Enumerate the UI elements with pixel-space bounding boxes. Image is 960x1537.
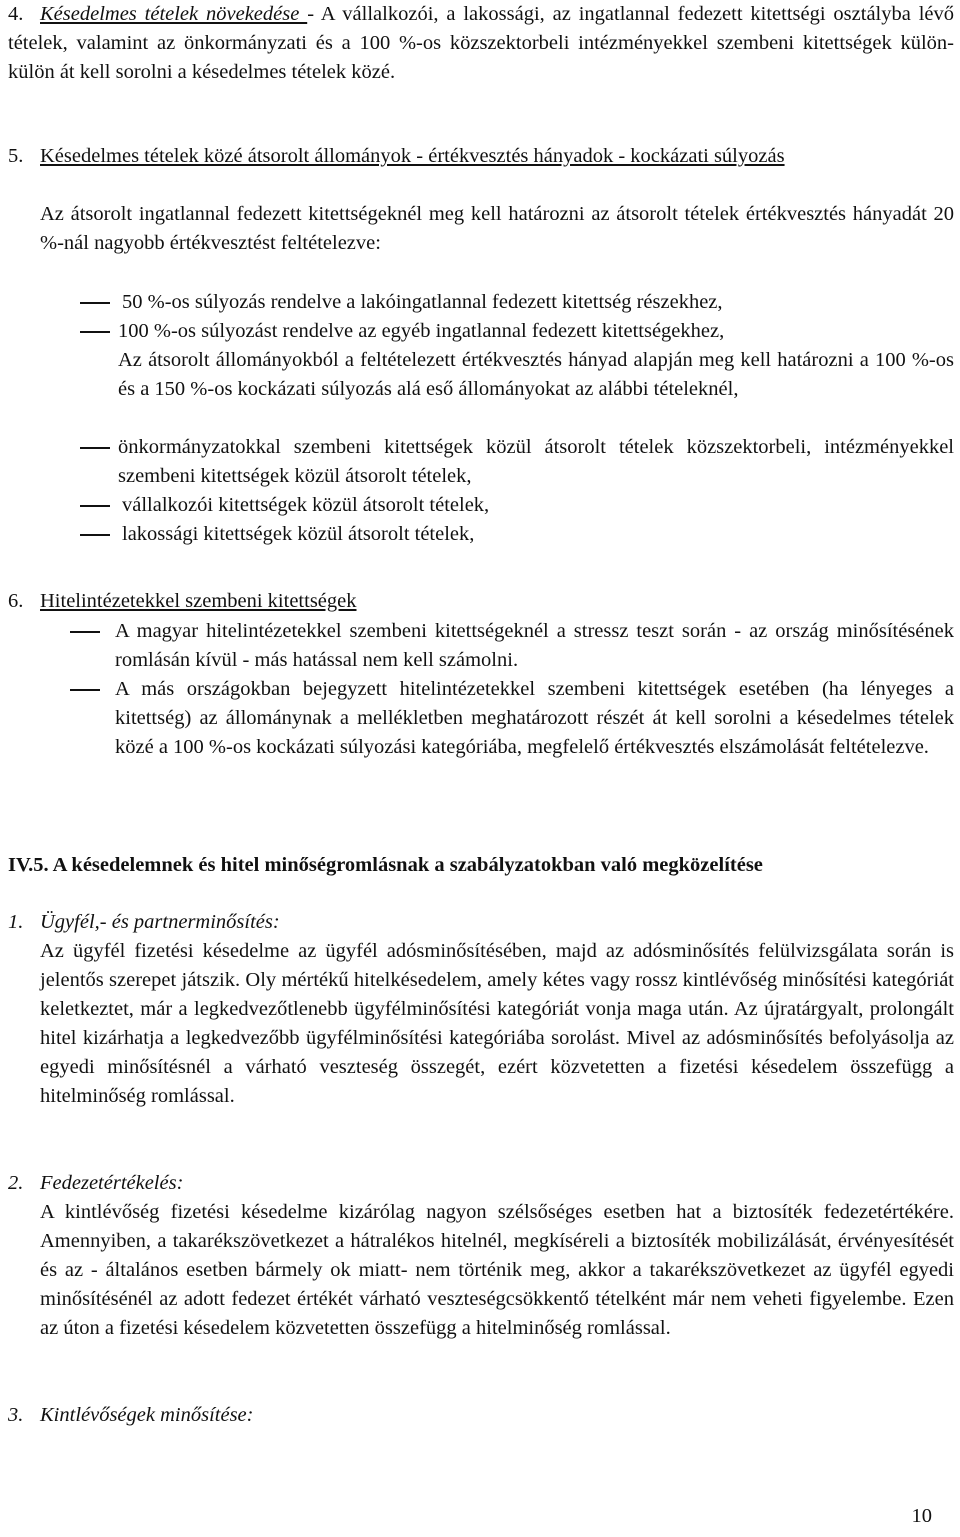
subsection-2-number: 2. bbox=[8, 1172, 24, 1194]
subsection-1-heading bbox=[8, 908, 954, 937]
item-6-bullet-2: A más országokban bejegyzett hitelintézetekkel szembeni kitettségek esetében (ha lényeges a kitettség) az állománynak a mellékletben meghatározott részét át kell sorolni a késedelmes tételek közé a 100 %-os kockázati súlyozási kategóriába, megfelelő értékvesztés elszámolását feltételezve. bbox=[115, 678, 954, 758]
item-6-title: Hitelintézetekkel szembeni kitettségek bbox=[40, 590, 357, 612]
item-5-number: 5. bbox=[8, 145, 24, 167]
item-5-paragraph-2: Az átsorolt állományokból a feltételezett értékvesztés hányad alapján meg kell határozni a 100 %-os és a 150 %-os kockázati súlyozás alá eső állományokat az alábbi tételeknél, bbox=[118, 349, 954, 400]
item-6-number: 6. bbox=[8, 590, 24, 612]
item-5-bullet-4: vállalkozói kitettségek közül átsorolt tételek, bbox=[122, 494, 490, 516]
item-5-paragraph: Az átsorolt ingatlannal fedezett kitettségeknél meg kell határozni az átsorolt tételek értékvesztés hányadát 20 %-nál nagyobb értékvesztést feltételezve: bbox=[40, 203, 954, 254]
subsection-2-text: A kintlévőség fizetési késedelme kizárólag nagyon szélsőséges esetben hat a biztosíték fedezetértékére. Amennyiben, a takarékszövetkezet a hátralékos hitelnél, megkíséreli a biztosíték mobilizálását, érvényesítését és az - általános esetben bármely ok miatt- nem történik meg, akkor a takarékszövetkezet az ügyfél egyedi minősítésénél az adott fedezet értékét várható veszteségcsökkentő tételként már nem veheti figyelembe. Ezen az úton a fizetési késedelem közvetetten összefügg a hitelminőség romlással. bbox=[40, 1201, 954, 1339]
subsection-3-number: 3. bbox=[8, 1404, 24, 1426]
item-5-heading bbox=[8, 142, 954, 171]
subsection-2-title: Fedezetértékelés: bbox=[40, 1172, 184, 1194]
dash-bullet bbox=[80, 447, 110, 449]
section-heading: IV.5. A késedelemnek és hitel minőségromlásnak a szabályzatokban való megközelítése bbox=[8, 854, 763, 876]
item-6-bullet-1: A magyar hitelintézetekkel szembeni kitettségeknél a stressz teszt során - az ország minősítésének romlásán kívül - más hatással nem kell számolni. bbox=[115, 620, 954, 671]
item-5-title: Késedelmes tételek közé átsorolt állományok - értékvesztés hányadok - kockázati súlyozás bbox=[40, 145, 785, 167]
item-5-bullet-1: 50 %-os súlyozás rendelve a lakóingatlannal fedezett kitettség részekhez, bbox=[122, 291, 723, 313]
subsection-1-text: Az ügyfél fizetési késedelme az ügyfél adósminősítésében, majd az adósminősítés felülvizsgálata során is jelentős szerepet játszik. Oly mértékű hitelkésedelem, amely kétes vagy rossz kintlévőség minősítési kategóriát keletkeztet, már a legkedvezőtlenebb ügyfélminősítési kategóriát vonja maga után. Az újratárgyalt, prolongált hitel kizárhatja a legkedvezőbb ügyfélminősítési kategóriába sorolást. Mivel az adósminősítés befolyásolja az egyedi minősítésnél a várható veszteség összegét, ezért közvetetten a fizetési késedelem összefügg a hitelminőség romlással. bbox=[40, 940, 954, 1107]
item-4 bbox=[8, 0, 954, 87]
subsection-1-number: 1. bbox=[8, 911, 24, 933]
dash-bullet bbox=[70, 631, 100, 633]
dash-bullet bbox=[80, 505, 110, 507]
item-5-bullet-3: önkormányzatokkal szembeni kitettségek közül átsorolt tételek közszektorbeli, intézményekkel szembeni kitettségek közül átsorolt tételek, bbox=[118, 436, 954, 487]
dash-bullet bbox=[80, 534, 110, 536]
item-5-bullet-5: lakossági kitettségek közül átsorolt tételek, bbox=[122, 523, 475, 545]
item-6-heading bbox=[8, 587, 954, 616]
page-number: 10 bbox=[911, 1505, 932, 1527]
item-4-text: - A vállalkozói, a lakossági, az ingatlannal fedezett kitettségi osztályba lévő tételek, valamint az önkormányzati és a 100 %-os közszektorbeli intézményekkel szembeni kitettségek külön-külön át kell sorolni a késedelmes tételek közé. bbox=[8, 3, 954, 83]
item-5-bullet-2: 100 %-os súlyozást rendelve az egyéb ingatlannal fedezett kitettségekhez, bbox=[118, 320, 725, 342]
dash-bullet bbox=[80, 302, 110, 304]
subsection-3-heading bbox=[8, 1401, 954, 1430]
dash-bullet bbox=[70, 689, 100, 691]
item-4-title: Késedelmes tételek növekedése bbox=[40, 3, 308, 25]
dash-bullet bbox=[80, 331, 110, 333]
subsection-3-title: Kintlévőségek minősítése: bbox=[40, 1404, 254, 1426]
item-4-number: 4. bbox=[8, 3, 24, 25]
subsection-2-heading bbox=[8, 1169, 954, 1198]
subsection-1-title: Ügyfél,- és partnerminősítés: bbox=[40, 911, 280, 933]
